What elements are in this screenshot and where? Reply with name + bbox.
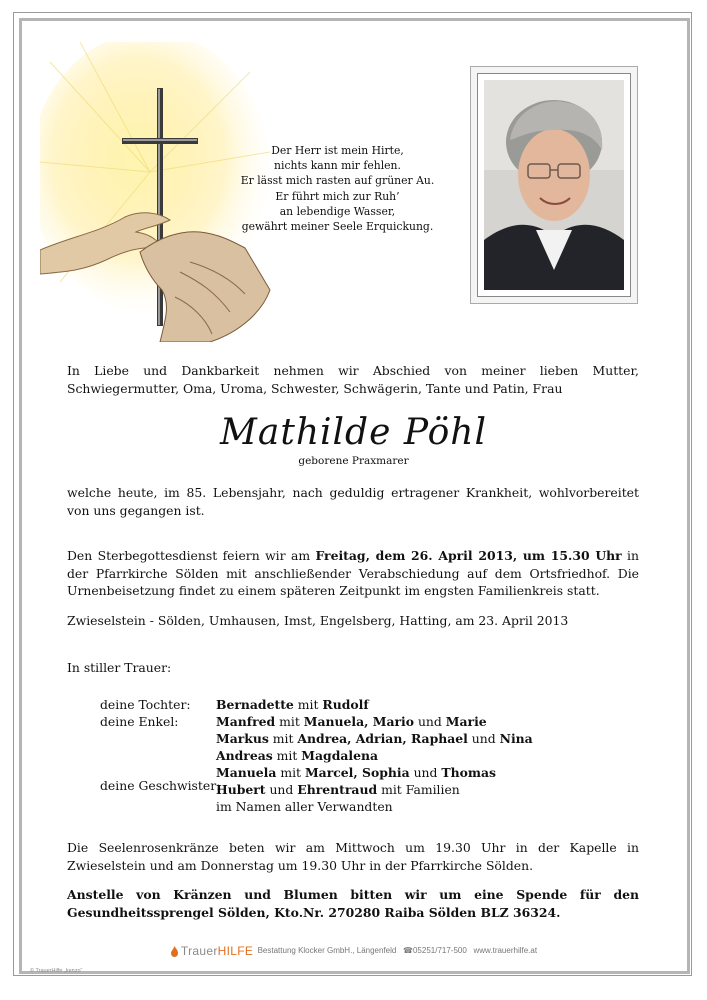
relative-connector: mit xyxy=(272,748,302,763)
relative-name: Nina xyxy=(499,731,533,746)
relation-siblings: deine Geschwister: xyxy=(100,778,221,793)
relative-name: Manfred xyxy=(216,714,276,729)
logo-text xyxy=(181,944,253,958)
relative-name: Ehrentraud xyxy=(297,782,378,797)
phone-icon: ☎ xyxy=(403,946,413,956)
service-post: in der Pfarrkirche Sölden mit anschließender Verabschiedung auf dem Ortsfriedhof. Die Urnenbeisetzung findet zu einem späteren Zeitpunkt im engsten Familienkreis statt. xyxy=(67,548,639,599)
relative-name: Markus xyxy=(216,731,269,746)
relative-name: Bernadette xyxy=(216,697,294,712)
relative-connector: und xyxy=(265,782,298,797)
relative-name: Hubert xyxy=(216,782,266,797)
relatives-line xyxy=(216,730,533,747)
relative-connector: und xyxy=(414,714,446,729)
relative-name: Thomas xyxy=(441,765,497,780)
footer xyxy=(0,944,707,958)
psalm-line: an lebendige Wasser, xyxy=(279,204,396,218)
relatives-line xyxy=(216,696,533,713)
footer-phone: 05251/717-500 xyxy=(412,946,467,956)
psalm-line: Der Herr ist mein Hirte, xyxy=(271,144,404,157)
relation-grandchildren: deine Enkel: xyxy=(100,714,179,729)
logo-part-accent: HILFE xyxy=(217,944,254,958)
relatives-line xyxy=(216,781,533,798)
grief-label: In stiller Trauer: xyxy=(67,660,172,675)
place-date: Zwieselstein - Sölden, Umhausen, Imst, Engelsberg, Hatting, am 23. April 2013 xyxy=(67,613,569,628)
service-pre: Den Sterbegottesdienst feiern wir am xyxy=(67,548,316,563)
relative-connector: mit Familien xyxy=(377,782,460,797)
portrait-photo xyxy=(484,80,624,290)
donation-text: Anstelle von Kränzen und Blumen bitten wir um eine Spende für den Gesundheitssprengel Sölden, Kto.Nr. 270280 Raiba Sölden BLZ 36324. xyxy=(67,887,639,920)
rosary-text: Die Seelenrosenkränze beten wir am Mittwoch um 19.30 Uhr in der Kapelle in Zwieselstein und am Donnerstag um 19.30 Uhr in der Pfarrkirche Sölden. xyxy=(67,840,639,873)
relatives-line xyxy=(216,747,533,764)
intro-text: In Liebe und Dankbarkeit nehmen wir Abschied von meiner lieben Mutter, Schwiegermutter, Oma, Uroma, Schwester, Schwägerin, Tante und Patin, Frau xyxy=(67,363,639,396)
relative-connector: und xyxy=(467,731,500,746)
relatives-line xyxy=(216,798,533,815)
relative-name: Magdalena xyxy=(301,748,379,763)
relative-name: Andrea, Adrian, Raphael xyxy=(297,731,468,746)
footer-web[interactable]: www.trauerhilfe.at xyxy=(473,946,538,956)
relative-name: Marie xyxy=(445,714,487,729)
psalm-line: nichts kann mir fehlen. xyxy=(274,159,401,173)
psalm-line: Er führt mich zur Ruh’ xyxy=(275,189,400,203)
relative-name: Manuela, Mario xyxy=(303,714,415,729)
passing-text: welche heute, im 85. Lebensjahr, nach geduldig ertragener Krankheit, wohlvorbereitet von uns gegangen ist. xyxy=(67,485,639,518)
relative-connector: im Namen aller Verwandten xyxy=(216,799,393,814)
footer-company: Bestattung Klocker GmbH., Längenfeld xyxy=(257,946,397,956)
relation-daughter: deine Tochter: xyxy=(100,697,191,712)
service-text xyxy=(67,547,639,600)
relative-connector: mit xyxy=(275,714,304,729)
relatives-line xyxy=(216,713,533,730)
psalm-line: gewährt meiner Seele Erquickung. xyxy=(241,220,434,234)
relatives-names xyxy=(216,696,533,815)
logo-part: Trauer xyxy=(180,944,218,958)
relative-name: Rudolf xyxy=(322,697,369,712)
service-datetime: Freitag, dem 26. April 2013, um 15.30 Uhr xyxy=(315,548,622,563)
psalm-verse xyxy=(240,143,435,234)
relative-connector: mit xyxy=(276,765,305,780)
relative-connector: mit xyxy=(268,731,298,746)
image-credit: © TrauerHilfe „kenzo“ xyxy=(30,968,83,974)
relative-name: Andreas xyxy=(216,748,273,763)
deceased-name: Mathilde Pöhl xyxy=(220,412,487,453)
relative-name: Marcel, Sophia xyxy=(304,765,410,780)
relative-name: Manuela xyxy=(216,765,277,780)
relative-connector: und xyxy=(409,765,442,780)
flame-icon xyxy=(170,946,179,957)
maiden-name: geborene Praxmarer xyxy=(298,455,409,467)
relative-connector: mit xyxy=(293,697,323,712)
relatives-line xyxy=(216,764,533,781)
psalm-line: Er lässt mich rasten auf grüner Au. xyxy=(240,174,435,188)
